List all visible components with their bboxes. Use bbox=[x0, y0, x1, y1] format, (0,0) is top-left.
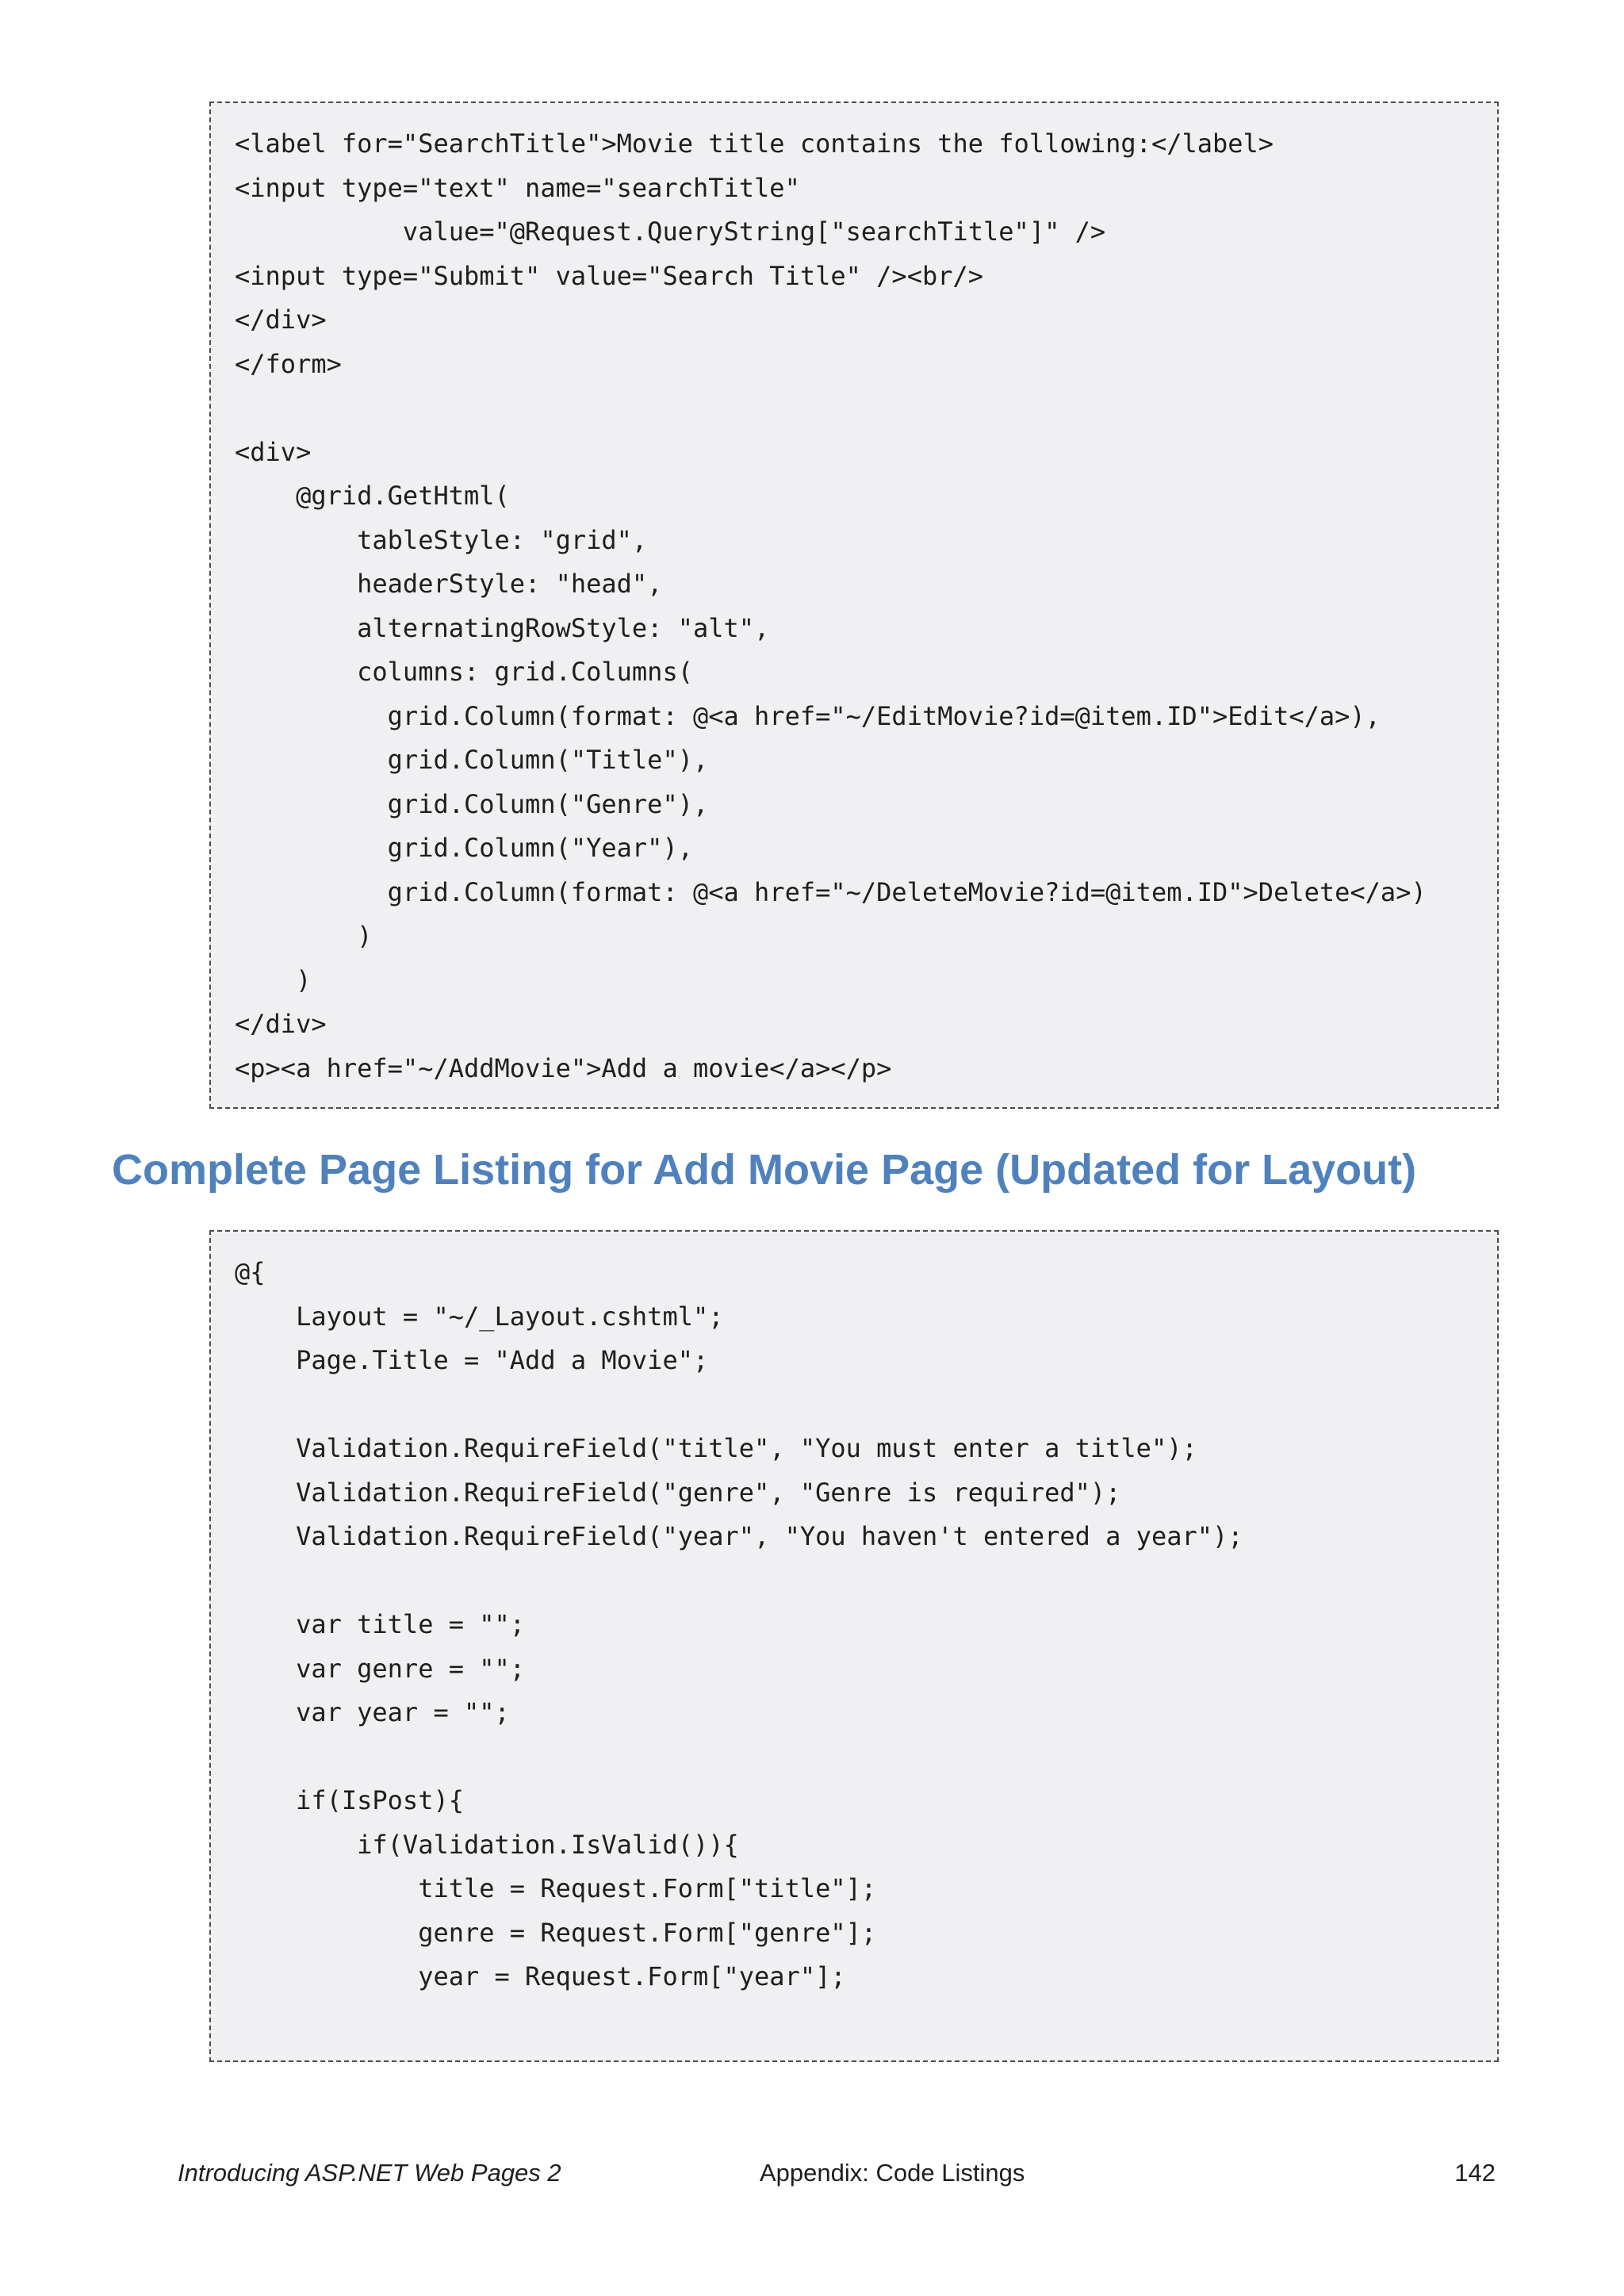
footer-book-title: Introducing ASP.NET Web Pages 2 bbox=[178, 2159, 561, 2187]
code-line: <input type="Submit" value="Search Title" /><br/> bbox=[235, 260, 984, 291]
code-line: </div> bbox=[235, 1009, 327, 1039]
code-line: grid.Column("Title"), bbox=[235, 745, 709, 775]
code-line: var year = ""; bbox=[235, 1697, 510, 1727]
code-block-bottom bbox=[235, 1251, 1243, 1999]
code-line: <input type="text" name="searchTitle" bbox=[235, 172, 800, 203]
code-line: if(Validation.IsValid()){ bbox=[235, 1829, 739, 1860]
code-line bbox=[235, 1735, 1243, 1780]
code-line bbox=[235, 1559, 1243, 1604]
code-line: ) bbox=[235, 964, 312, 995]
code-block-top bbox=[235, 122, 1427, 1091]
code-line: alternatingRowStyle: "alt", bbox=[235, 612, 770, 643]
code-line: var genre = ""; bbox=[235, 1653, 526, 1684]
code-line: ) bbox=[235, 921, 373, 951]
code-line: <p><a href="~/AddMovie">Add a movie</a></p> bbox=[235, 1052, 892, 1083]
code-line: title = Request.Form["title"]; bbox=[235, 1873, 877, 1903]
code-line: tableStyle: "grid", bbox=[235, 524, 648, 555]
code-line: var title = ""; bbox=[235, 1609, 526, 1639]
code-line: @grid.GetHtml( bbox=[235, 481, 510, 511]
code-line: if(IsPost){ bbox=[235, 1785, 464, 1815]
code-line: genre = Request.Form["genre"]; bbox=[235, 1917, 877, 1948]
section-heading: Complete Page Listing for Add Movie Page (Updated for Layout) bbox=[112, 1146, 1417, 1194]
code-line bbox=[235, 386, 1427, 431]
code-line bbox=[235, 1383, 1243, 1428]
code-line: grid.Column("Year"), bbox=[235, 833, 693, 863]
code-line: Validation.RequireField("year", "You haven't entered a year"); bbox=[235, 1521, 1243, 1551]
code-line: Page.Title = "Add a Movie"; bbox=[235, 1345, 709, 1375]
code-line: year = Request.Form["year"]; bbox=[235, 1961, 846, 1991]
code-line: <div> bbox=[235, 436, 312, 467]
code-line: Validation.RequireField("genre", "Genre is required"); bbox=[235, 1477, 1121, 1508]
code-line: </div> bbox=[235, 305, 327, 335]
code-line: columns: grid.Columns( bbox=[235, 657, 693, 687]
code-line: grid.Column(format: @<a href="~/EditMovie?id=@item.ID">Edit</a>), bbox=[235, 700, 1381, 731]
code-line: headerStyle: "head", bbox=[235, 569, 663, 599]
footer-section-title: Appendix: Code Listings bbox=[760, 2159, 1025, 2187]
code-line: </form> bbox=[235, 348, 342, 379]
code-listing-bottom bbox=[209, 1230, 1499, 2062]
code-line: Validation.RequireField("title", "You must enter a title"); bbox=[235, 1433, 1197, 1463]
code-line: @{ bbox=[235, 1257, 266, 1287]
code-line: grid.Column(format: @<a href="~/DeleteMovie?id=@item.ID">Delete</a>) bbox=[235, 876, 1427, 907]
code-line: value="@Request.QueryString["searchTitle"]" /> bbox=[235, 217, 1106, 247]
footer-page-number: 142 bbox=[1454, 2159, 1496, 2187]
code-line: grid.Column("Genre"), bbox=[235, 788, 709, 819]
code-line: Layout = "~/_Layout.cshtml"; bbox=[235, 1301, 724, 1332]
code-listing-top bbox=[209, 102, 1499, 1109]
code-line: <label for="SearchTitle">Movie title contains the following:</label> bbox=[235, 128, 1274, 159]
